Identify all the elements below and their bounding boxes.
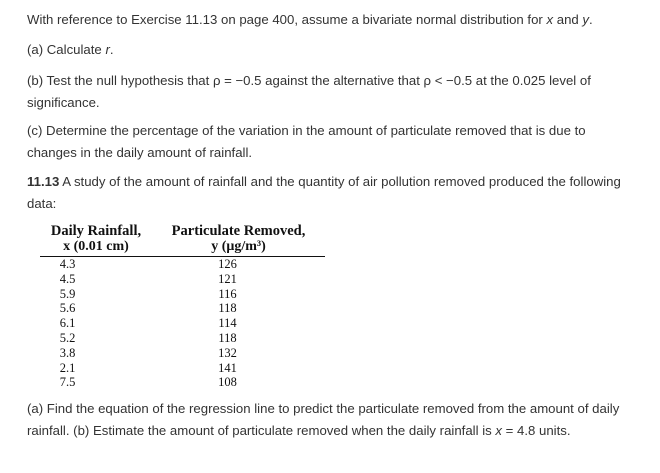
col1-header: Daily Rainfall, — [50, 223, 142, 239]
cell-x: 2.1 — [59, 360, 76, 375]
question-paragraph — [27, 398, 637, 442]
part-c: (c) Determine the percentage of the variation in the amount of particulate removed that is due to changes in the daily amount of rainfall. — [27, 123, 586, 160]
part-a-period: . — [109, 42, 114, 57]
cell-x: 5.9 — [59, 286, 76, 301]
cell-x: 4.3 — [59, 257, 76, 271]
intro-period: . — [589, 12, 593, 27]
question-value: = 4.8 units. — [501, 423, 571, 438]
cell-x: 5.6 — [59, 301, 76, 316]
table-row — [40, 272, 325, 287]
intro-text: With reference to Exercise 11.13 on page 400, assume a bivariate normal distribution for — [27, 12, 547, 27]
cell-y: 126 — [218, 257, 237, 271]
cell-y: 108 — [218, 375, 237, 390]
table-body — [40, 257, 325, 390]
exercise-number: 11.13 — [27, 174, 60, 189]
cell-y: 132 — [218, 345, 237, 360]
part-b: (b) Test the null hypothesis that ρ = −0.5 against the alternative that ρ < −0.5 at the 0.025 level of significance. — [27, 73, 591, 110]
cell-x: 3.8 — [59, 345, 76, 360]
cell-y: 141 — [218, 360, 237, 375]
cell-x: 6.1 — [59, 316, 76, 331]
exercise-paragraph — [27, 171, 637, 215]
cell-x: 4.5 — [59, 271, 76, 286]
table-subheader — [40, 239, 325, 255]
cell-y: 118 — [218, 330, 237, 345]
intro-var-x: x — [546, 12, 554, 27]
table-row — [40, 316, 325, 331]
cell-x: 5.2 — [59, 330, 76, 345]
table-row — [40, 346, 325, 361]
intro-and: and — [553, 12, 583, 27]
col2-subheader: y (μg/m³) — [211, 239, 266, 254]
table-row — [40, 257, 325, 272]
question-var: x — [495, 423, 502, 438]
intro-var-y: y — [582, 12, 590, 27]
part-a-text: (a) Calculate — [27, 42, 106, 57]
cell-x: 7.5 — [59, 375, 76, 390]
table-row — [40, 331, 325, 346]
question-text: (a) Find the equation of the regression line to predict the particulate removed from the amount of daily rainfall. (b) Estimate the amount of particulate removed when the daily rainfall is — [27, 401, 620, 438]
table-row — [40, 361, 325, 376]
table-row — [40, 301, 325, 316]
table-row — [40, 375, 325, 390]
part-a-var: r — [105, 42, 110, 57]
cell-y: 121 — [218, 271, 237, 286]
table-row — [40, 287, 325, 302]
col2-header: Particulate Removed, — [171, 223, 306, 239]
cell-y: 116 — [218, 286, 237, 301]
data-table — [40, 223, 325, 390]
col1-subheader: x (0.01 cm) — [63, 239, 129, 254]
table-header — [40, 223, 325, 239]
intro-paragraph — [27, 9, 637, 31]
exercise-text: A study of the amount of rainfall and the quantity of air pollution removed produced the following data: — [27, 174, 621, 211]
cell-y: 118 — [218, 301, 237, 316]
part-a — [27, 39, 637, 61]
cell-y: 114 — [218, 316, 237, 331]
